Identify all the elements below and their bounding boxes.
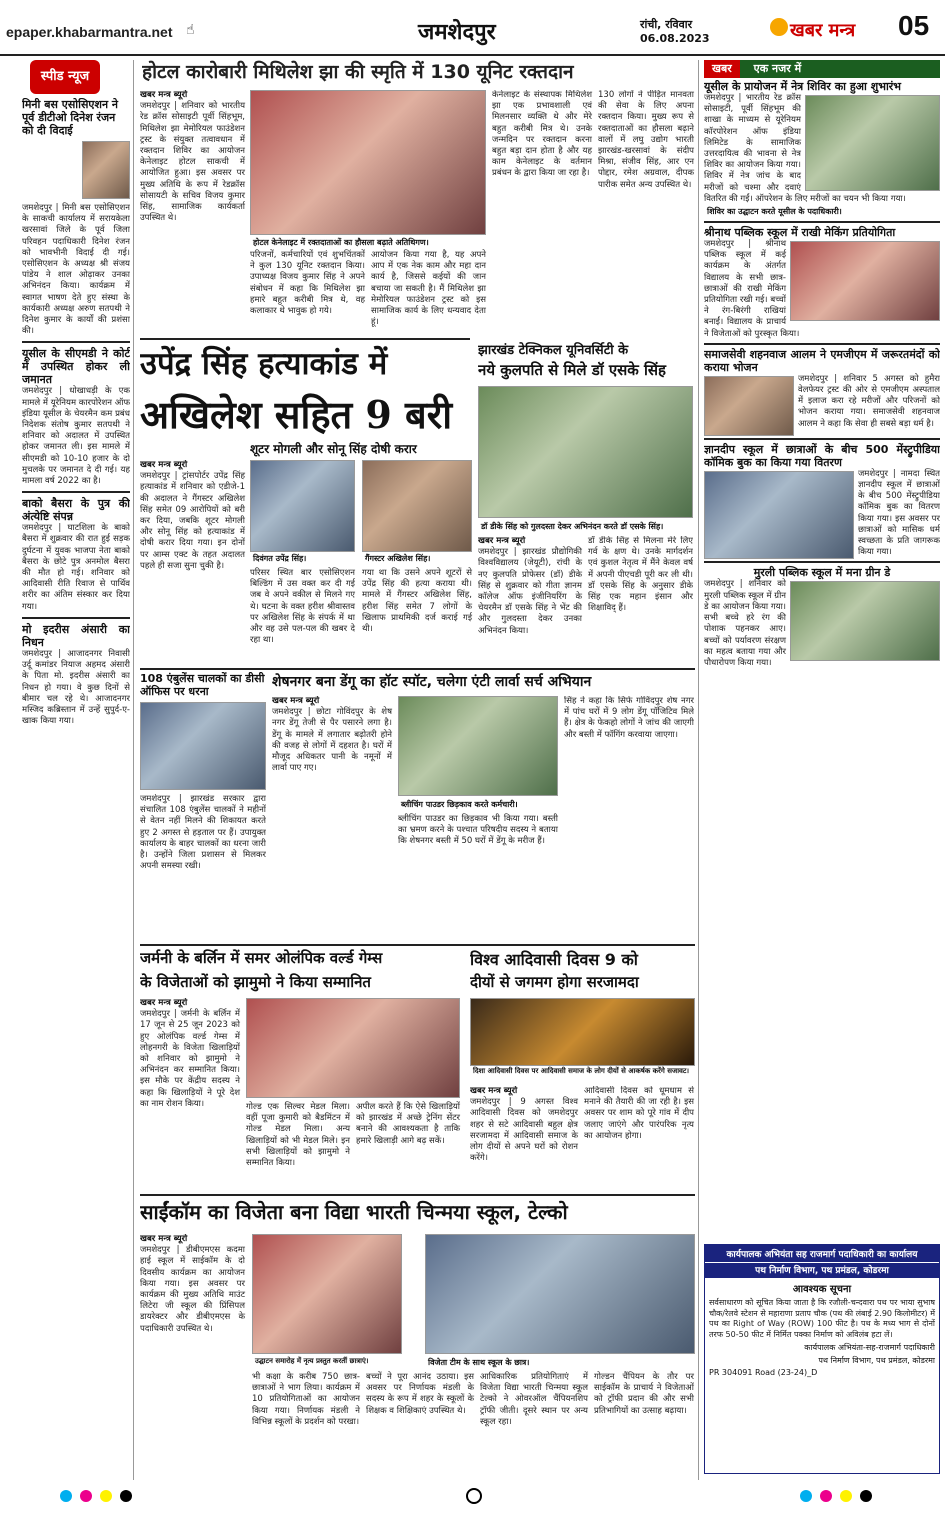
university-headline-2: नये कुलपति से मिले डॉ एसके सिंह	[478, 361, 667, 379]
saicom-winners-photo	[425, 1234, 695, 1354]
comic-book-photo	[704, 471, 854, 559]
registration-marks	[0, 1486, 945, 1506]
eye-camp-caption: शिविर का उद्घाटन करते यूसील के पदाधिकारी।	[704, 205, 940, 218]
upendra-headline-1: उपेंद्र सिंह हत्याकांड में	[140, 346, 388, 382]
right-column	[704, 80, 940, 950]
berlin-body-b: गोल्ड एक सिल्वर मेडल मिला। वहीं पूजा कुमारी को बैडमिंटन में गोल्ड मेडल मिला। अन्य खिलाड़ियों को भी मेडल मिले। इन सभी खिलाड़ियों को झामुमो ने सम्मानित किया।	[246, 1102, 350, 1169]
university-body-b: डॉ डीके सिंह से मिलना मेरे लिए गर्व के क्षण थे। उनके मार्गदर्शन एवं कुशल नेतृत्व में मैंने केवल वर्ष में अपनी पीएचडी पूरी कर ली थी। डॉ एसके सिंह के अनुसार डीके सिंह एक महान इंसान और शिक्षाविद् हैं।	[588, 536, 693, 614]
saicom-body-a: जमशेदपुर | डीबीएमएस कदमा हाई स्कूल में साईकॉम के दो दिवसीय कार्यक्रम का आयोजन किया गया। इस अवसर पर कार्यक्रम की मुख्य अतिथि माउंट लिटेरा जी स्कूल की प्रिंसिपल डायरेक्टर और डीबीएमएस के पदाधिकारी उपस्थित थे।	[140, 1245, 245, 1334]
speed-news-label: स्पीड न्यूज	[40, 69, 90, 84]
university-photo-caption: डॉ डीके सिंह को गुलदस्ता देकर अभिनंदन करते डॉ एसके सिंह।	[478, 520, 693, 532]
dengue-body-a: जमशेदपुर | छोटा गोविंदपुर के शेष नगर डेंगू तेजी से पैर पसारने लगा है। डेंगू के मामले में लगातार बढ़ोतरी होने की वजह से लोगों में दहशत है। घरों में मौजूद अधिकतर पानी के नमूनों में लार्वा पाए गए।	[272, 707, 392, 774]
dengue-body-b: ब्लीचिंग पाउडर का छिड़काव भी किया गया। बस्ती का भ्रमण करने के पश्चात परिषदीय सदस्य ने बताया कि शेषनगर बस्ती में 50 घरों में डेंगू के मरीज हैं।	[398, 814, 558, 847]
akhilesh-caption: गैंगस्टर अखिलेश सिंह।	[362, 552, 472, 565]
adivasi-photo-caption: दिशा आदिवासी दिवस पर आदिवासी समाज के लोग दीयों से आकर्षक करेंगे सजावट।	[470, 1066, 695, 1077]
ambulance-headline: 108 एंबुलेंस चालकों का डीसी ऑफिस पर धरना	[140, 672, 265, 698]
notice-dept: पथ निर्माण विभाग, पथ प्रमंडल, कोडरमा	[705, 1262, 939, 1278]
right-story3-body: जमशेदपुर | शनिवार 5 अगस्त को हुमैरा वेलफेयर ट्रस्ट की ओर से एमजीएम अस्पताल में इलाज करा रहे मरीजों और परिजनों को भोजन कराया गया। समाजसेवी शहनवाज आलम ने कहा कि सेवा ही सबसे बड़ा धर्म है।	[798, 373, 940, 429]
adivasi-body-a: जमशेदपुर | 9 अगस्त विश्व आदिवासी दिवस को जमशेदपुर शहर से सटे आदिवासी बहुल क्षेत्र सरजामदा में आदिवासी समाज के लोग दीयों से अपने घरों को रोशन करेंगे।	[470, 1097, 578, 1164]
saicom-body-e: गोल्डन चैंपियन के तौर पर साईकॉम के प्राचार्य ने विजेताओं को ट्रॉफी प्रदान की और सभी प्रतिभागियों का उत्साह बढ़ाया।	[594, 1372, 694, 1416]
dengue-photo-caption: ब्लीचिंग पाउडर छिड़काव करते कर्मचारी।	[398, 798, 558, 811]
byline: खबर मन्त्र ब्यूरो	[140, 1234, 188, 1244]
brand-logo-icon	[770, 18, 788, 36]
adivasi-headline-1: विश्व आदिवासी दिवस 9 को	[470, 950, 638, 969]
left-story2-title: यूसील के सीएमडी ने कोर्ट में उपस्थित होकर ली जमानत	[22, 347, 130, 387]
masthead	[0, 0, 945, 56]
byline: खबर मन्त्र ब्यूरो	[478, 536, 526, 546]
byline: खबर मन्त्र ब्यूरो	[140, 460, 188, 470]
upendra-headline-2: अखिलेश सहित 9 बरी	[140, 392, 453, 437]
left-story1-body: जमशेदपुर | मिनी बस एसोसिएशन के साकची कार्यालय में सरायकेला खरसावां जिले के पूर्व जिला परिवहन पदाधिकारी दिनेश रंजन को भावभीनी विदाई दी गई। एसोसिएशन के अध्यक्ष श्री संजय पांडेय ने शाल ओढ़ाकर उनका अभिनंदन किया। कार्यक्रम में स्वागत भाषण देते हुए संस्था के कार्यकारी अध्यक्ष अरुण सतपथी ने दिनेश कुमार के कार्यों की प्रशंसा की।	[22, 203, 130, 337]
saicom-story	[140, 1234, 695, 1474]
right-story1-title: यूसील के प्रायोजन में नेत्र शिविर का हुआ शुभारंभ	[704, 80, 902, 93]
notice-pr-no: PR 304091 Road (23-24)_D	[709, 1368, 818, 1377]
place-day: रांची, रविवार	[640, 18, 693, 31]
dengue-story	[272, 696, 694, 946]
dengue-photo	[398, 696, 558, 796]
adivasi-body-b: आदिवासी दिवस को धूमधाम से मनाने की तैयारी की जा रही है। इस अवसर पर शाम को पूरे गांव में दीप जलाए जाएंगे और पारंपरिक नृत्य का आयोजन होगा।	[584, 1086, 694, 1141]
blood-body-d: केनेलाइट के संस्थापक मिथिलेश झा एक प्रभावशाली एवं मिलनसार व्यक्ति थे और मेरे बहुत करीबी मित्र थे। उनके जन्मदिन पर रक्तदान करना बहुत बड़ा दान होता है और यह काम केनेलाइट के वर्तमान प्रबंधन के द्वारा किया जा रहा है।	[492, 90, 592, 179]
university-headline-1: झारखंड टेक्निकल यूनिवर्सिटी के	[478, 343, 629, 358]
adivasi-photo	[470, 998, 695, 1066]
left-story3-title: बाको बैसरा के पुत्र की अंत्येष्टि संपन्न	[22, 497, 130, 524]
blood-body-a: जमशेदपुर | शनिवार को भारतीय रेड क्रॉस सोसाइटी पूर्वी सिंहभूम, मिथिलेश झा मेमोरियल फाउंडेशन ट्रस्ट के संयुक्त तत्वावधान में रक्तदान शिविर का आयोजन केनेलाइट होटल साकची में आयोजित हुआ। इस अवसर पर मुख्य अतिथि के रूप में रेडक्रॉस सोसायटी के सचिव विजय कुमार सिंह, सामाजिक कार्यकर्ता उपस्थित थे।	[140, 101, 245, 224]
upendra-subhead: शूटर मोगली और सोनू सिंह दोषी करार	[250, 442, 417, 456]
right-story1-body: जमशेदपुर | भारतीय रेड क्रॉस सोसाइटी, पूर्वी सिंहभूम की शाखा के माध्यम से यूरेनियम कॉरपोरेशन ऑफ इंडिया लिमिटेड के सामाजिक उत्तरदायित्व की भावना से नेत्र शिविर का आयोजन किया गया। शिविर में नेत्र जांच के बाद मरीजों को चश्मा और दवाएं वितरित की गईं। ऑपरेशन के लिए मरीजों का चयन भी किया गया।	[704, 93, 906, 204]
dengue-headline: शेषनगर बना डेंगू का हॉट स्पॉट, चलेगा एंटी लार्वा सर्च अभियान	[272, 674, 592, 690]
city-title: जमशेदपुर	[418, 20, 496, 45]
upendra-story	[140, 460, 473, 670]
upendra-body-c: गया था कि उसने अपने शूटरों से उपेंद्र सिंह की हत्या कराया थी। मामले में गैंगस्टर अखिलेश सिंह, हरीश सिंह समेत 7 लोगों के खिलाफ प्राथमिकी दर्ज कराई गई थी।	[362, 568, 472, 635]
right-story3-title: समाजसेवी शहनवाज आलम ने एमजीएम में जरूरतमंदों को कराया भोजन	[704, 347, 940, 374]
food-distribution-photo	[704, 376, 794, 436]
blood-donation-story	[140, 90, 695, 340]
cursor-icon: ☝	[186, 22, 195, 38]
rule	[140, 944, 695, 946]
saicom-caption-2: विजेता टीम के साथ स्कूल के छात्र।	[425, 1356, 695, 1369]
rule	[140, 1194, 695, 1196]
rakhi-photo	[790, 241, 940, 321]
left-story4-body: जमशेदपुर | आजादनगर निवासी उर्दू कमांडर नियाज अहमद अंसारी के पिता मो. इदरीस अंसारी का निधन हो गया। वे कुछ दिनों से बीमार चल रहे थे। आजादनगर मस्जिद कब्रिस्तान में उन्हें सुपुर्द-ए-खाक किया गया।	[22, 648, 130, 727]
column-divider	[698, 60, 699, 1480]
notice-body: सर्वसाधारण को सूचित किया जाता है कि रजौली-चन्दवारा पथ पर भाया सुभाष चौक/रेलवे स्टेशन से महाराणा प्रताप चौक (पथ की लंबाई 2.90 किलोमीटर) में पथ का Right of Way (ROW) 100 फीट है। पथ के मध्य भाग से दोनों तरफ 50-50 फीट में निर्मित पक्का निर्माण को अविलंब हटा लें।	[709, 1298, 935, 1339]
berlin-headline-2: के विजेताओं को झामुमो ने किया सम्मानित	[140, 973, 371, 991]
rule	[140, 338, 470, 340]
date-block	[640, 18, 710, 46]
university-story	[478, 536, 693, 668]
issue-date: 06.08.2023	[640, 32, 710, 45]
right-story2-body: जमशेदपुर | श्रीनाथ पब्लिक स्कूल में कई कार्यक्रम के अंतर्गत विद्यालय के सभी छात्र-छात्राओं की राखी मेकिंग प्रतियोगिता रखी गई। बच्चों ने रंग-बिरंगी राखियां बनाईं। विद्यालय के प्राचार्य ने विजेताओं को पुरस्कृत किया।	[704, 239, 800, 339]
adivasi-story	[470, 1086, 695, 1194]
right-story4-body: जमशेदपुर | नामदा स्थित ज्ञानदीप स्कूल में छात्राओं के बीच 500 मेंस्ट्रुपीडिया कॉमिक बुक का वितरण किया गया। इस अवसर पर छात्राओं को मासिक धर्म स्वच्छता के प्रति जागरूक किया गया।	[858, 468, 940, 558]
notice-sign-dept: पथ निर्माण विभाग, पथ प्रमंडल, कोडरमा	[818, 1356, 935, 1365]
saicom-body-d: आधिकारिक प्रतियोगिताएं में विजेता विद्या भारती चिन्मया स्कूल टेल्को ने ओवरऑल चैंपियनशिप ट्रॉफी जीती। दूसरे स्थान पर अन्य स्कूल रहा।	[480, 1372, 588, 1427]
right-story2-title: श्रीनाथ पब्लिक स्कूल में राखी मेकिंग प्रतियोगिता	[704, 226, 896, 240]
left-story1-photo	[82, 141, 130, 199]
saicom-dance-photo	[252, 1234, 402, 1354]
byline: खबर मन्त्र ब्यूरो	[140, 998, 188, 1008]
left-story3-body: जमशेदपुर | घाटशिला के बाको बैसरा में शुक्रवार की रात हुई सड़क दुर्घटना में युवक भाजपा नेता बाको बैसरा के छोटे पुत्र अनमोल बैसरा की मौत हो गई। शनिवार को आदिवासी रीति रिवाज से पार्थिव शरीर का अंतिम संस्कार कर दिया गया।	[22, 523, 130, 612]
adivasi-headline-2: दीयों से जगमग होगा सरजामदा	[470, 973, 639, 991]
left-story1-title: मिनी बस एसोसिएशन ने पूर्व डीटीओ दिनेश रंजन को दी विदाई	[22, 98, 119, 137]
column-divider	[133, 60, 134, 1480]
ek-najar-label: एक नजर में	[753, 62, 802, 75]
upendra-body-a: जमशेदपुर | ट्रांसपोर्टर उपेंद्र सिंह हत्याकांड में शनिवार को एडीजे-1 की अदालत ने गैंगस्टर अखिलेश सिंह समेत 09 आरोपियों को बरी कर दिया, जबकि शूटर मोगली और सोनू सिंह को हत्याकांड में दोषी करार दिया गया। इन दोनों पर आम्स एक्ट के तहत अदालत पहले ही सजा सुना चुकी है।	[140, 471, 245, 571]
rule	[140, 668, 695, 670]
saicom-headline: साईंकॉम का विजेता बना विद्या भारती चिन्मया स्कूल, टेल्को	[140, 1200, 568, 1224]
saicom-body-b: भी कक्षा के करीब 750 छात्र-छात्राओं ने भाग लिया। कार्यक्रम में 10 प्रतियोगिताओं का आयोजन किया गया। निर्णायक मंडली ने विभिन्न स्कूलों के प्रदर्शन को परखा।	[252, 1372, 360, 1427]
blood-donation-headline: होटल कारोबारी मिथिलेश झा की स्मृति में 130 यूनिट रक्तदान	[142, 61, 574, 83]
berlin-body-c: अपील करते हैं कि ऐसे खिलाड़ियों को झारखंड में अच्छे ट्रेनिंग सेंटर बनाने की आवश्यकता है ताकि हमारे खिलाड़ी आगे बढ़ सकें।	[356, 1102, 460, 1146]
right-story4-title: ज्ञानदीप स्कूल में छात्राओं के बीच 500 मेंस्ट्रुपीडिया कॉमिक बुक का किया गया वितरण	[704, 442, 940, 469]
ambulance-photo	[140, 702, 266, 790]
government-notice	[704, 1244, 940, 1474]
akhilesh-photo	[362, 460, 472, 552]
speed-news-badge	[30, 60, 100, 94]
eye-camp-photo	[805, 95, 940, 191]
notice-office: कार्यपालक अभियंता सह राजमार्ग पदाधिकारी का कार्यालय	[705, 1245, 939, 1262]
khabar-tag: खबर	[704, 60, 740, 78]
notice-signature: कार्यपालक अभियंता-सह-राजमार्ग पदाधिकारी	[804, 1343, 935, 1352]
berlin-story	[140, 998, 462, 1194]
right-story5-title: मुरली पब्लिक स्कूल में मना ग्रीन डे	[753, 566, 891, 580]
byline: खबर मन्त्र ब्यूरो	[272, 696, 320, 706]
berlin-headline-1: जर्मनी के बर्लिन में समर ओलंपिक वर्ल्ड गेम्स	[140, 949, 383, 967]
university-body-a: जमशेदपुर | झारखंड प्रौद्योगिकी विश्वविद्यालय (जेयूटी), रांची के नए कुलपति प्रोफेसर (डॉ) डीके सिंह से शुक्रवार को गीता ज्ञानम कॉलेज ऑफ इंजीनियरिंग के चेयरमैन डॉ एसके सिंह ने भेंट की और गुलदस्ता देकर उनका अभिनंदन किया।	[478, 547, 582, 636]
upendra-body-b: परिसर स्थित बार एसोसिएशन बिल्डिंग में उस वक्त कर दी गई जब वे अपने वकील से मिलने गए थे। घटना के वक्त हरीश श्रीवास्तव पर अखिलेश सिंह के संपर्क में था और वह उसे पल-पल की खबर दे रहा था।	[250, 568, 355, 646]
green-day-photo	[790, 581, 940, 661]
blood-body-e: 130 लोगों ने पीड़ित मानवता की सेवा के लिए अपना रक्तदान किया। मुख्य रूप से रक्तदाताओं का हौसला बढ़ाने वालों में लघु उद्योग भारती झारखंड-खरसावां के संदीप मिश्रा, संजीव सिंह, आर एन पोद्दार, रमेश अग्रवाल, दीपक पारीक समेत अन्य उपस्थित थे।	[598, 90, 694, 190]
blood-body-c: आयोजन किया गया है, यह अपने आप में एक नेक काम और महा दान कार्य है, जिससे कईयों की जान बचाया जा सकती है। मैं मिथिलेश झा मेमोरियल फाउंडेशन ट्रस्ट को इस सामाजिक कार्य के लिए धन्यवाद देता हूं।	[371, 250, 486, 328]
berlin-body-a: जमशेदपुर | जर्मनी के बर्लिन में 17 जून से 25 जून 2023 को हुए ओलंपिक वर्ल्ड गेम्स में लोहनगरी के विजेता खिलाड़ियों को शनिवार को झामुमो ने अभिनंदन कर सम्मानित किया। इस मौके पर केंद्रीय सदस्य ने कहा कि खिलाड़ियों ने पूरे देश का नाम रोशन किया।	[140, 1009, 240, 1109]
right-story5-body: जमशेदपुर | शनिवार को मुरली पब्लिक स्कूल में ग्रीन डे का आयोजन किया गया। सभी बच्चे हरे रंग की पोशाक पहनकर आए। बच्चों को पर्यावरण संरक्षण का महत्व बताया गया और पौधारोपण किया गया।	[704, 579, 786, 668]
page-number: 05	[898, 10, 930, 41]
blood-photo-caption: होटल केनेलाइट में रक्तदाताओं का हौसला बढ़ाते अतिथिगण।	[250, 236, 486, 249]
university-photo	[478, 386, 693, 518]
left-column	[22, 98, 130, 1478]
left-story4-title: मो इदरीस अंसारी का निधन	[22, 622, 130, 649]
ambulance-body: जमशेदपुर | झारखंड सरकार द्वारा संचालित 108 एंबुलेंस चालकों ने महीनों से वेतन नहीं मिलने की शिकायत करते हुए 2 अगस्त से हड़ताल पर हैं। उपायुक्त कार्यालय के बाहर चालकों का धरना जारी है। उन्होंने जिला प्रशासन से मिलकर अपनी समस्या रखी।	[140, 794, 266, 872]
byline: खबर मन्त्र ब्यूरो	[470, 1086, 518, 1096]
saicom-body-c: बच्चों ने पूरा आनंद उठाया। इस अवसर पर निर्णायक मंडली के सदस्य के रूप में शहर के स्कूलों के शिक्षक व शिक्षिकाएं उपस्थित थे।	[366, 1372, 474, 1416]
upendra-caption: दिवंगत उपेंद्र सिंह।	[250, 552, 355, 565]
brand-name: खबर मन्त्र	[790, 20, 856, 41]
left-story2-body: जमशेदपुर | धोखाधड़ी के एक मामले में यूरेनियम कारपोरेशन ऑफ इंडिया यूसील के चेयरमैन कम प्रबंध निदेशक संतोष कुमार सतपथी ने शनिवार को अदालत में उपस्थित होकर जमानत ली। इस मामले में सीएमडी को 10-10 हजार के दो मुचलके पर जमानत दे दी गई। यह मामला वर्ष 2022 का है।	[22, 386, 130, 487]
byline: खबर मन्त्र ब्यूरो	[140, 90, 188, 100]
notice-title: आवश्यक सूचना	[792, 1284, 852, 1295]
blood-donation-photo	[250, 90, 486, 235]
berlin-photo	[246, 998, 460, 1098]
blood-body-b: परिजनों, कर्मचारियों एवं शुभचिंतकों ने कुल 130 यूनिट रक्तदान किया। उपाध्यक्ष विजय कुमार सिंह ने अपने संबोधन में कहा कि मिथिलेश झा हमारे बहुत करीबी मित्र थे, वह कलाकार थे भावुक हो गये।	[250, 250, 365, 317]
ek-najar-banner	[704, 60, 940, 78]
saicom-caption-1: उद्घाटन समारोह में नृत्य प्रस्तुत करतीं छात्राएं।	[252, 1356, 422, 1367]
dengue-body-c: सिंह ने कहा कि सिर्फ गोविंदपुर शेष नगर में पांच घरों में 9 लोग डेंगू पॉजिटिव मिले हैं। क्षेत्र के फेकहो लोगों ने जांच की जाएगी और बस्ती में फॉगिंग करवाया जाएगा।	[564, 696, 694, 740]
site-url[interactable]: epaper.khabarmantra.net	[6, 24, 173, 40]
upendra-photo	[250, 460, 355, 552]
